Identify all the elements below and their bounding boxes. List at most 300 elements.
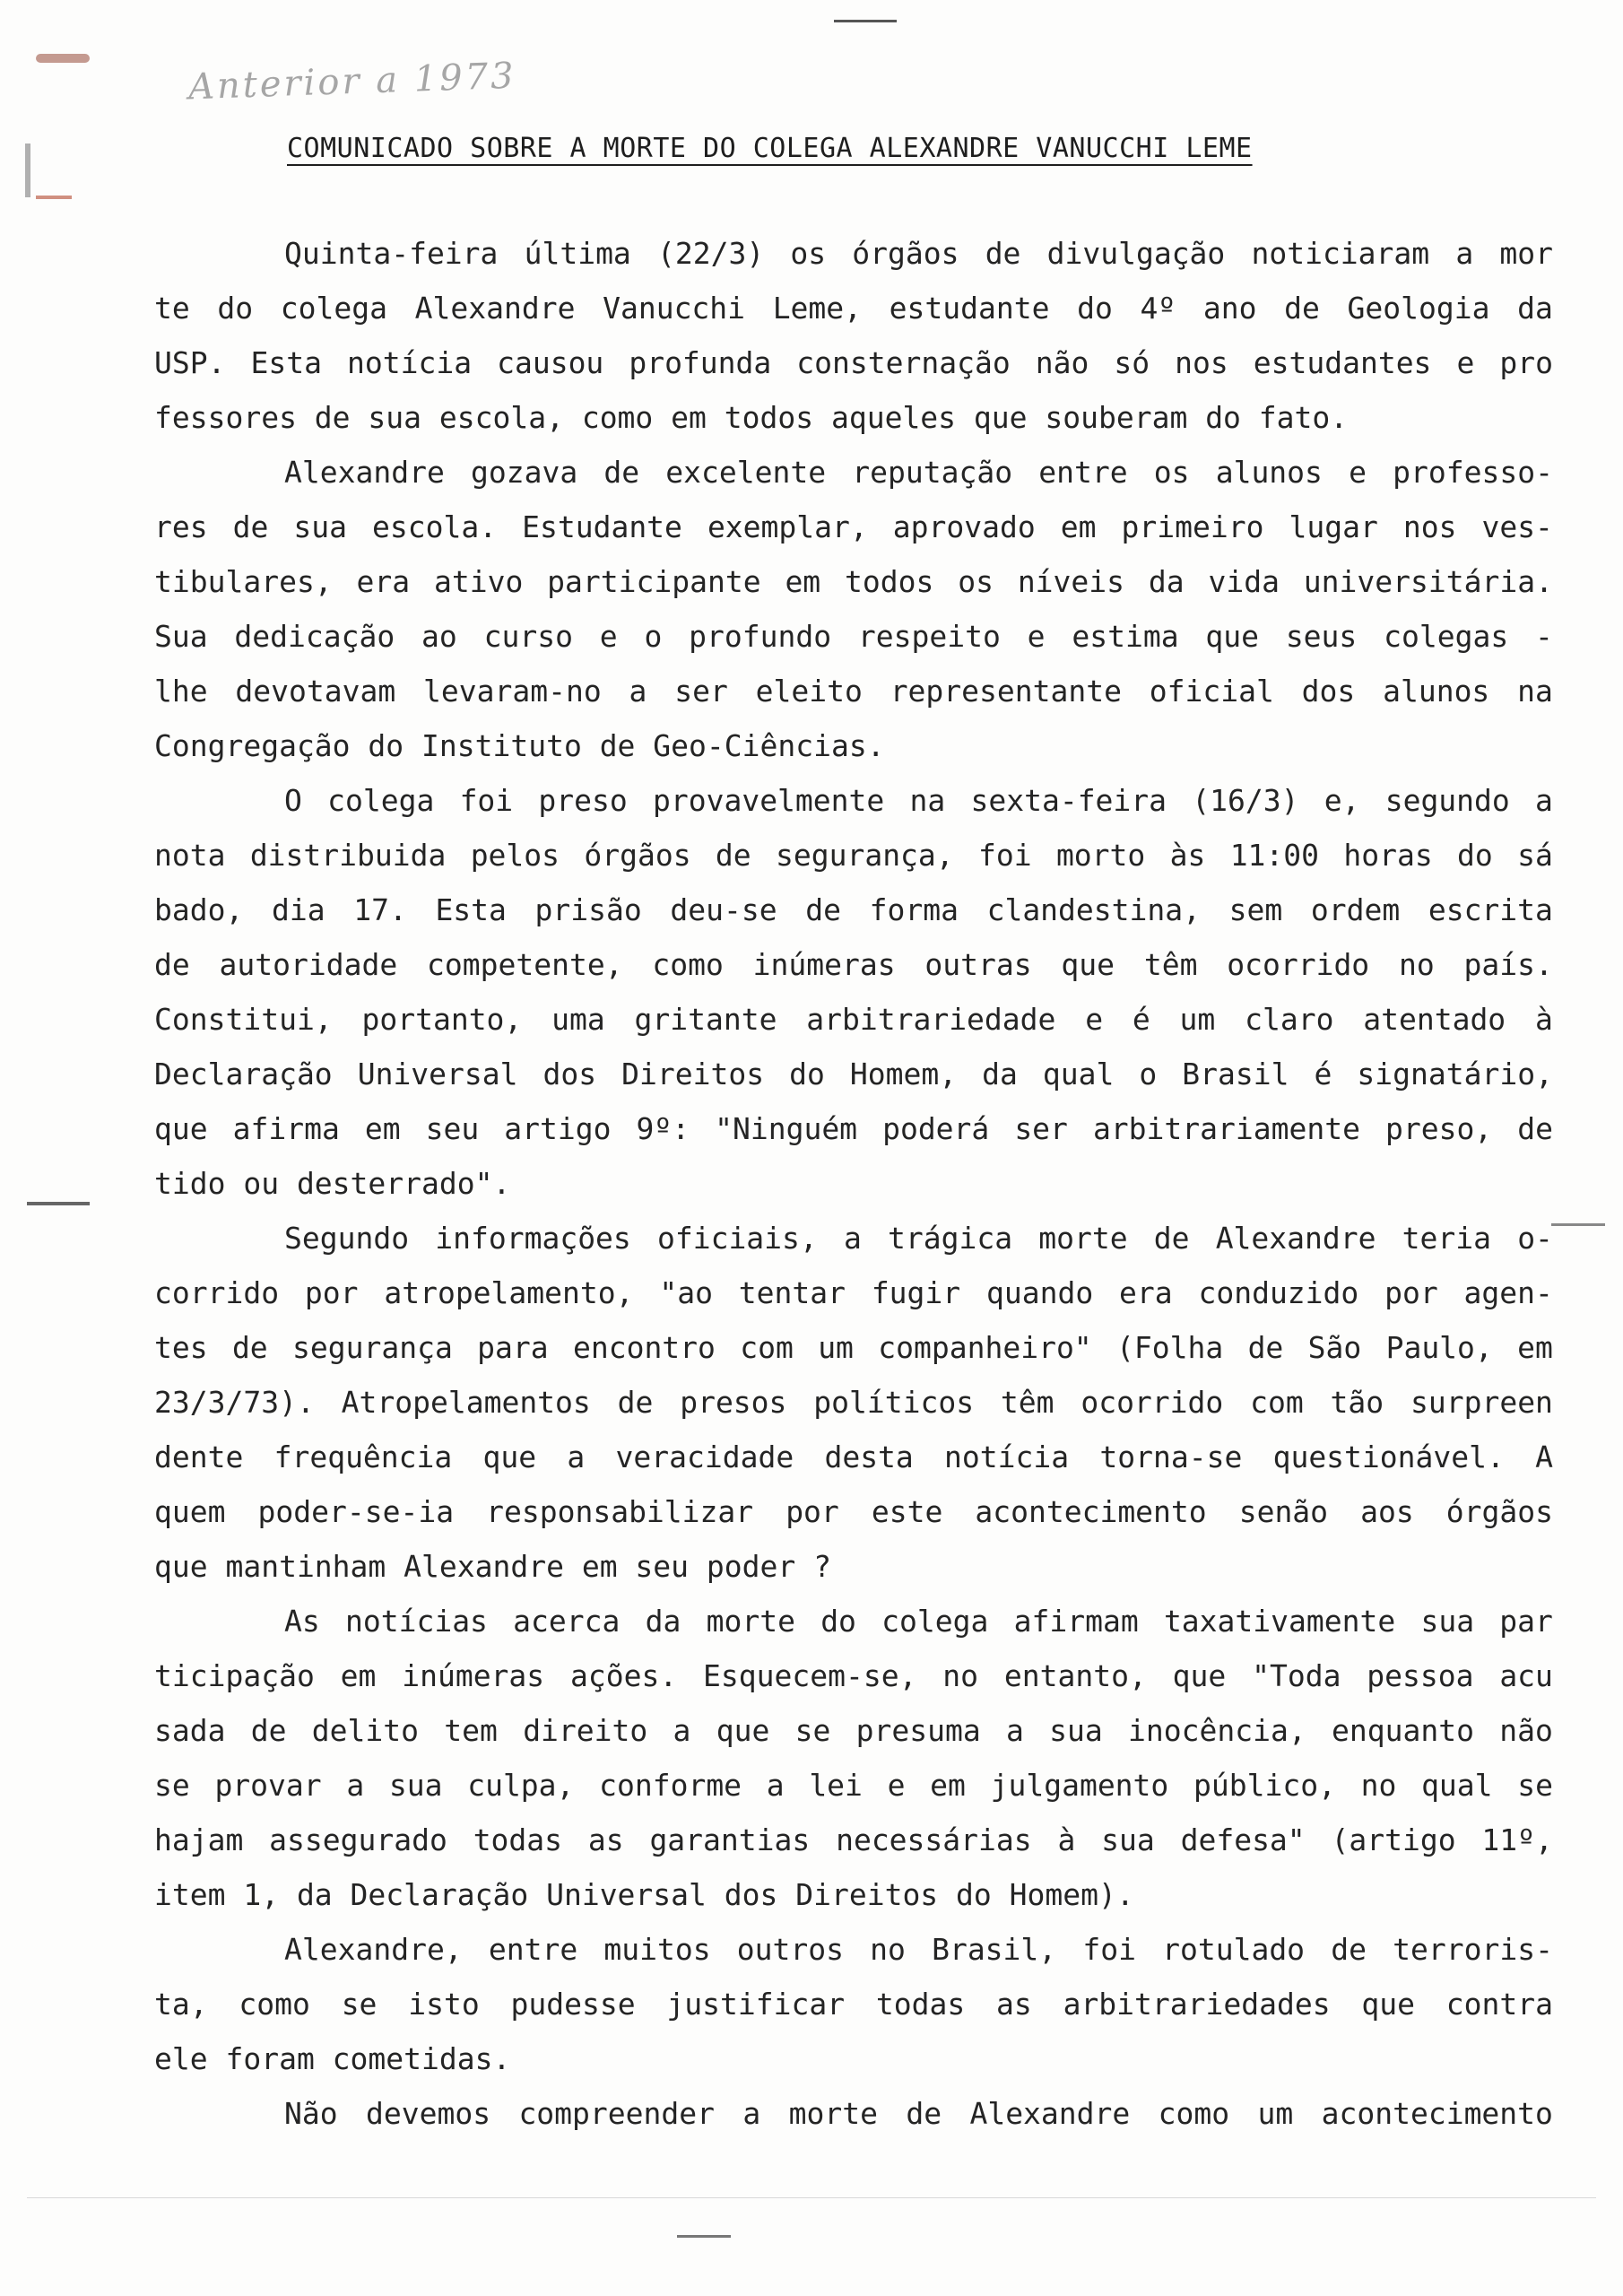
word: delito: [311, 1713, 420, 1748]
word: poderá: [882, 1111, 990, 1146]
text-line: [154, 1101, 1553, 1156]
text-line: [154, 1977, 1553, 2031]
word: nos: [1402, 509, 1457, 544]
word: lhe: [154, 674, 208, 709]
word: a: [1535, 783, 1553, 818]
word: como: [652, 947, 724, 982]
word: A: [1535, 1439, 1553, 1474]
word: sada: [154, 1713, 226, 1748]
word: aos: [1360, 1494, 1414, 1529]
word: morte: [1038, 1221, 1128, 1256]
word: do: [820, 1604, 856, 1639]
word: dente: [154, 1439, 244, 1474]
word: Esta: [250, 345, 322, 380]
word: de: [715, 838, 751, 873]
word: escrita: [1428, 892, 1553, 927]
word: teria: [1402, 1221, 1492, 1256]
line-text: fessores de sua escola, como em todos aqueles que souberam do fato.: [154, 400, 1349, 435]
text-line: [154, 1813, 1553, 1867]
word: nota: [154, 838, 226, 873]
word: ano: [1202, 291, 1257, 326]
text-line: [154, 1594, 1553, 1648]
word: Alexandre: [969, 2096, 1131, 2131]
text-line: [154, 335, 1553, 390]
word: Paulo,: [1385, 1330, 1493, 1365]
word: notícia: [944, 1439, 1070, 1474]
word: profunda: [629, 345, 772, 380]
word: presuma: [855, 1713, 981, 1748]
word: e: [599, 619, 618, 654]
word: órgãos: [584, 838, 691, 873]
word: nos: [1175, 345, 1228, 380]
word: frequência: [273, 1439, 453, 1474]
text-line: [154, 281, 1553, 335]
text-line: [154, 2031, 1553, 2086]
word: pro: [1499, 345, 1553, 380]
word: (16/3): [1192, 783, 1299, 818]
word: dia: [271, 892, 325, 927]
word: 11:00: [1229, 838, 1320, 873]
word: no: [1360, 1768, 1397, 1803]
text-line: [154, 1211, 1553, 1265]
scan-mark-left-3: [36, 196, 72, 199]
word: da: [645, 1604, 681, 1639]
word: em: [785, 564, 821, 599]
word: "ao: [659, 1275, 713, 1310]
word: taxativamente: [1163, 1604, 1396, 1639]
word: clandestina,: [986, 892, 1201, 927]
word: assegurado: [269, 1822, 447, 1857]
page-footer-dash: [677, 2235, 731, 2238]
word: tão: [1330, 1385, 1384, 1420]
word: e: [887, 1768, 906, 1803]
word: só: [1114, 345, 1150, 380]
word: com: [1250, 1385, 1304, 1420]
text-line: [154, 390, 1553, 445]
word: ocorrido: [1081, 1385, 1224, 1420]
word: dos: [1301, 674, 1356, 709]
word: uma: [551, 1002, 605, 1037]
word: as: [587, 1822, 624, 1857]
text-line: [154, 1265, 1553, 1320]
word: Esquecem-se,: [703, 1658, 917, 1693]
word: se: [341, 1987, 378, 2022]
word: gozava: [470, 455, 578, 490]
word: país.: [1463, 947, 1553, 982]
text-line: [154, 1703, 1553, 1758]
word: forma: [869, 892, 959, 927]
word: e,: [1324, 783, 1360, 818]
word: levaram-no: [423, 674, 602, 709]
word: companheiro": [878, 1330, 1092, 1365]
word: informações: [435, 1221, 631, 1256]
word: culpa,: [467, 1768, 575, 1803]
word: 23/3/73).: [154, 1385, 315, 1420]
word: seus: [1285, 619, 1358, 654]
text-line: [154, 1648, 1553, 1703]
word: e: [1085, 1002, 1104, 1037]
word: torna-se: [1099, 1439, 1243, 1474]
word: dedicação: [234, 619, 395, 654]
word: corrido: [154, 1275, 280, 1310]
word: de: [250, 1713, 287, 1748]
word: que: [716, 1713, 770, 1748]
word: quando: [985, 1275, 1094, 1310]
word: prisão: [534, 892, 642, 927]
word: terroris-: [1393, 1932, 1553, 1967]
text-line: [154, 1484, 1553, 1539]
word: respeito: [857, 619, 1001, 654]
word: às: [1169, 838, 1206, 873]
text-line: [154, 883, 1553, 937]
word: o: [1139, 1057, 1158, 1091]
word: Declaração: [154, 1057, 333, 1091]
scan-mark-right-1: [1551, 1223, 1605, 1226]
word: fugir: [871, 1275, 961, 1310]
word: entre: [1038, 455, 1128, 490]
word: por: [304, 1275, 359, 1310]
word: foi: [459, 783, 514, 818]
word: este: [871, 1494, 943, 1529]
word: vida: [1208, 564, 1280, 599]
word: arbitrariamente: [1092, 1111, 1360, 1146]
word: 17.: [353, 892, 407, 927]
text-line: [154, 937, 1553, 992]
word: as: [996, 1987, 1032, 2022]
word: foi: [978, 838, 1032, 873]
word: inocência,: [1128, 1713, 1306, 1748]
word: colega: [881, 1604, 989, 1639]
text-line: [154, 828, 1553, 883]
word: a: [742, 2096, 761, 2131]
word: na: [1517, 674, 1553, 709]
word: segurança: [292, 1330, 453, 1365]
word: ser: [674, 674, 728, 709]
document-title: COMUNICADO SOBRE A MORTE DO COLEGA ALEXANDRE VANUCCHI LEME: [287, 133, 1253, 164]
word: que: [1361, 1987, 1415, 2022]
word: acontecimento: [1321, 2096, 1553, 2131]
word: conforme: [599, 1768, 742, 1803]
word: de: [603, 455, 640, 490]
word: distribuida: [249, 838, 447, 873]
word: e: [1349, 455, 1367, 490]
word: entanto,: [1003, 1658, 1147, 1693]
word: público,: [1193, 1768, 1336, 1803]
word: de: [805, 892, 841, 927]
word: entre: [488, 1932, 578, 1967]
word: um: [1257, 2096, 1294, 2131]
word: todas: [473, 1822, 563, 1857]
word: à: [1057, 1822, 1076, 1857]
word: em: [930, 1768, 966, 1803]
word: contra: [1445, 1987, 1553, 2022]
word: têm: [1000, 1385, 1055, 1420]
word: do: [1457, 838, 1493, 873]
word: Estudante: [522, 509, 682, 544]
word: os: [958, 564, 994, 599]
word: ocorrido: [1227, 947, 1370, 982]
line-text: tido ou desterrado".: [154, 1166, 511, 1201]
word: era: [356, 564, 411, 599]
word: ser: [1014, 1111, 1068, 1146]
word: que: [482, 1439, 537, 1474]
word: morte: [788, 2096, 878, 2131]
word: senão: [1238, 1494, 1329, 1529]
word: afirmam: [1013, 1604, 1139, 1639]
word: os: [1153, 455, 1190, 490]
text-line: [154, 1922, 1553, 1977]
word: atropelamento,: [384, 1275, 634, 1310]
word: morte: [706, 1604, 795, 1639]
word: a: [567, 1439, 586, 1474]
word: da: [1148, 564, 1185, 599]
word: pudesse: [510, 1987, 636, 2022]
word: devemos: [365, 2096, 491, 2131]
word: ves-: [1481, 509, 1553, 544]
word: morto: [1055, 838, 1146, 873]
word: excelente: [665, 455, 827, 490]
word: outros: [736, 1932, 844, 1967]
word: "Ninguém: [715, 1111, 858, 1146]
word: segundo: [1384, 783, 1510, 818]
word: da: [1517, 291, 1553, 326]
text-line: [154, 773, 1553, 828]
word: ticipação: [154, 1658, 315, 1693]
word: é: [1314, 1057, 1332, 1091]
word: de: [1331, 1932, 1367, 1967]
page-bottom-rule: [27, 2197, 1596, 2198]
word: na: [909, 783, 946, 818]
word: Alexandre,: [284, 1932, 463, 1967]
word: consternação: [796, 345, 1011, 380]
word: órgãos: [852, 236, 959, 271]
word: "Toda: [1252, 1658, 1341, 1693]
word: do: [789, 1057, 825, 1091]
word: foi: [1082, 1932, 1136, 1967]
word: níveis: [1017, 564, 1125, 599]
text-line: [154, 1758, 1553, 1813]
word: colegas: [1384, 619, 1509, 654]
word: do: [217, 291, 254, 326]
word: Esta: [435, 892, 507, 927]
word: e: [1027, 619, 1046, 654]
word: têm: [1143, 947, 1198, 982]
word: defesa": [1180, 1822, 1306, 1857]
word: pelos: [470, 838, 560, 873]
word: acerca: [513, 1604, 621, 1639]
word: sexta-feira: [970, 783, 1167, 818]
word: não: [1035, 345, 1089, 380]
word: isto: [408, 1987, 480, 2022]
word: de: [232, 509, 269, 544]
word: de: [1517, 1111, 1553, 1146]
word: causou: [497, 345, 604, 380]
word: atentado: [1363, 1002, 1506, 1037]
word: de: [906, 2096, 942, 2131]
line-text: item 1, da Declaração Universal dos Direitos do Homem).: [154, 1877, 1134, 1912]
word: segurança,: [775, 838, 954, 873]
word: de: [617, 1385, 654, 1420]
word: a: [766, 1768, 785, 1803]
word: 9º:: [636, 1111, 690, 1146]
word: tem: [444, 1713, 498, 1748]
text-line: [154, 1430, 1553, 1484]
word: no: [942, 1658, 979, 1693]
handwritten-note: Anterior a 1973: [187, 55, 517, 109]
word: no: [870, 1932, 906, 1967]
word: preso,: [1384, 1111, 1493, 1146]
word: curso: [483, 619, 573, 654]
word: a: [843, 1221, 862, 1256]
word: estima: [1072, 619, 1179, 654]
word: questionável.: [1272, 1439, 1505, 1474]
word: exemplar,: [707, 509, 868, 544]
word: rotulado: [1162, 1932, 1306, 1967]
text-line: [154, 718, 1553, 773]
word: par: [1499, 1604, 1553, 1639]
word: 11º,: [1481, 1822, 1553, 1857]
word: Geologia: [1347, 291, 1490, 326]
word: sá: [1517, 838, 1553, 873]
word: estudante: [889, 291, 1050, 326]
word: escola.: [372, 509, 498, 544]
word: acontecimento: [975, 1494, 1207, 1529]
word: do: [1077, 291, 1113, 326]
word: qual: [1421, 1768, 1493, 1803]
word: Alexandre: [414, 291, 576, 326]
word: no: [1398, 947, 1435, 982]
word: sem: [1228, 892, 1283, 927]
word: Segundo: [284, 1221, 410, 1256]
word: dos: [542, 1057, 597, 1091]
word: justificar: [666, 1987, 846, 2022]
word: seu: [425, 1111, 480, 1146]
word: de: [1284, 291, 1320, 326]
text-line: [154, 992, 1553, 1047]
text-line: [154, 1047, 1553, 1101]
word: ao: [421, 619, 457, 654]
word: compreender: [518, 2096, 715, 2131]
word: ativo: [433, 564, 524, 599]
word: qual: [1042, 1057, 1115, 1091]
word: arbitrariedades: [1063, 1987, 1331, 2022]
word: surpreen: [1410, 1385, 1553, 1420]
word: como: [239, 1987, 310, 2022]
word: professo-: [1393, 455, 1553, 490]
word: Sua: [154, 619, 208, 654]
word: necessárias: [836, 1822, 1032, 1857]
word: de: [985, 236, 1021, 271]
word: poder-se-ia: [257, 1494, 455, 1529]
word: arbitrariedade: [806, 1002, 1056, 1037]
word: sua: [388, 1768, 443, 1803]
word: Leme,: [772, 291, 863, 326]
word: acu: [1499, 1658, 1553, 1693]
text-line: [154, 1539, 1553, 1594]
word: colega: [327, 783, 435, 818]
word: e: [1456, 345, 1475, 380]
word: de: [231, 1330, 268, 1365]
word: órgãos: [1445, 1494, 1553, 1529]
word: ta,: [154, 1987, 208, 2022]
line-text: Congregação do Instituto de Geo-Ciências.: [154, 728, 885, 763]
word: em: [340, 1658, 377, 1693]
word: Alexandre: [284, 455, 445, 490]
word: Atropelamentos: [341, 1385, 591, 1420]
word: noticiaram: [1251, 236, 1430, 271]
word: -: [1535, 619, 1553, 654]
word: tentar: [738, 1275, 846, 1310]
word: representante: [890, 674, 1122, 709]
word: era: [1119, 1275, 1173, 1310]
word: 4º: [1140, 291, 1176, 326]
word: aprovado: [892, 509, 1036, 544]
word: notícias: [344, 1604, 488, 1639]
word: em: [1060, 509, 1097, 544]
word: é: [1132, 1002, 1150, 1037]
word: como: [1158, 2096, 1230, 2131]
word: Vanucchi: [603, 291, 746, 326]
word: quem: [154, 1494, 226, 1529]
word: lugar: [1289, 509, 1378, 544]
word: ordem: [1310, 892, 1401, 927]
word: o-: [1517, 1221, 1553, 1256]
word: sua: [1420, 1604, 1475, 1639]
word: para: [477, 1330, 549, 1365]
word: devotavam: [235, 674, 396, 709]
word: mor: [1499, 236, 1553, 271]
word: universitária.: [1303, 564, 1553, 599]
word: em: [364, 1111, 401, 1146]
word: Quinta-feira: [284, 236, 499, 271]
word: participante: [547, 564, 761, 599]
word: com: [740, 1330, 794, 1365]
word: todos: [845, 564, 934, 599]
word: sua: [1101, 1822, 1155, 1857]
word: garantias: [649, 1822, 811, 1857]
word: todas: [875, 1987, 966, 2022]
word: As: [284, 1604, 320, 1639]
word: trágica: [888, 1221, 1013, 1256]
text-line: [154, 2086, 1553, 2141]
word: bado,: [154, 892, 244, 927]
word: enquanto: [1332, 1713, 1474, 1748]
word: notícia: [347, 345, 473, 380]
word: Universal: [357, 1057, 518, 1091]
word: um: [1179, 1002, 1216, 1037]
word: preso: [538, 783, 628, 818]
word: pessoa: [1367, 1658, 1474, 1693]
text-line: [154, 609, 1553, 664]
word: a: [346, 1768, 365, 1803]
word: São: [1307, 1330, 1362, 1365]
word: a: [1455, 236, 1474, 271]
word: (artigo: [1331, 1822, 1456, 1857]
word: inúmeras: [402, 1658, 545, 1693]
word: a: [673, 1713, 691, 1748]
word: Brasil,: [932, 1932, 1057, 1967]
word: que: [154, 1111, 208, 1146]
word: veracidade: [615, 1439, 794, 1474]
word: se: [1517, 1768, 1553, 1803]
word: USP.: [154, 345, 226, 380]
word: provar: [214, 1768, 322, 1803]
word: Constitui,: [154, 1002, 333, 1037]
word: signatário,: [1357, 1057, 1553, 1091]
word: os: [790, 236, 827, 271]
word: Alexandre: [1215, 1221, 1376, 1256]
word: gritante: [634, 1002, 777, 1037]
